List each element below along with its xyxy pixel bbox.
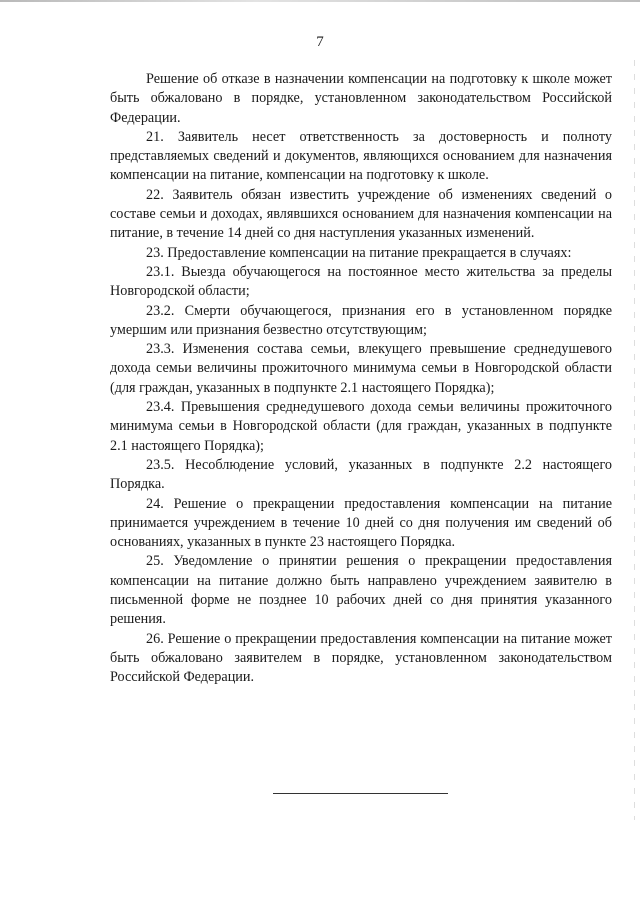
paragraph-23-2: 23.2. Смерти обучающегося, признания его в установленном порядке умершим или признания безвестно отсутствующим;	[110, 302, 612, 338]
paragraph-26: 26. Решение о прекращении предоставления компенсации на питание может быть обжаловано заявителем в порядке, установленном законодательством Российской Федерации.	[110, 630, 612, 686]
document-body	[110, 70, 612, 688]
page-number: 7	[316, 34, 324, 50]
paragraph-23: 23. Предоставление компенсации на питание прекращается в случаях:	[146, 244, 572, 261]
paragraph-21: 21. Заявитель несет ответственность за достоверность и полноту представляемых сведений и документов, являющихся основанием для назначения компенсации на питание, компенсации на подготовку к школе.	[110, 128, 612, 184]
scan-top-edge	[0, 0, 640, 2]
paragraph-23-5: 23.5. Несоблюдение условий, указанных в подпункте 2.2 настоящего Порядка.	[110, 456, 612, 493]
paragraph-23-1: 23.1. Выезда обучающегося на постоянное место жительства за пределы Новгородской области;	[110, 263, 612, 300]
paragraph-25: 25. Уведомление о принятии решения о прекращении предоставления компенсации на питание должно быть направлено учреждением заявителю в письменной форме не позднее 10 рабочих дней со дня принятия указанного решения.	[110, 553, 612, 628]
paragraph-22: 22. Заявитель обязан известить учреждение об изменениях сведений о составе семьи и доходах, являвшихся основанием для назначения компенсации на питание, в течение 14 дней со дня наступления указанных изменений.	[110, 186, 612, 242]
paragraph-24: 24. Решение о прекращении предоставления компенсации на питание принимается учреждением в течение 10 дней со дня получения им сведений об основаниях, указанных в пункте 23 настоящего Порядка.	[110, 495, 612, 551]
paragraph-compensation-appeal: Решение об отказе в назначении компенсации на подготовку к школе может быть обжаловано в порядке, установленном законодательством Российской Федерации.	[110, 71, 612, 126]
closing-rule	[273, 793, 448, 794]
paragraph-23-4: 23.4. Превышения среднедушевого дохода семьи величины прожиточного минимума семьи в Новгородской области (для граждан, указанных в подпункте 2.1 настоящего Порядка);	[110, 399, 612, 454]
scan-right-edge	[634, 60, 635, 820]
paragraph-23-3: 23.3. Изменения состава семьи, влекущего превышение среднедушевого дохода семьи величины прожиточного минимума семьи в Новгородской области (для граждан, указанных в подпункте 2.1 настоящего Порядка);	[110, 341, 612, 396]
